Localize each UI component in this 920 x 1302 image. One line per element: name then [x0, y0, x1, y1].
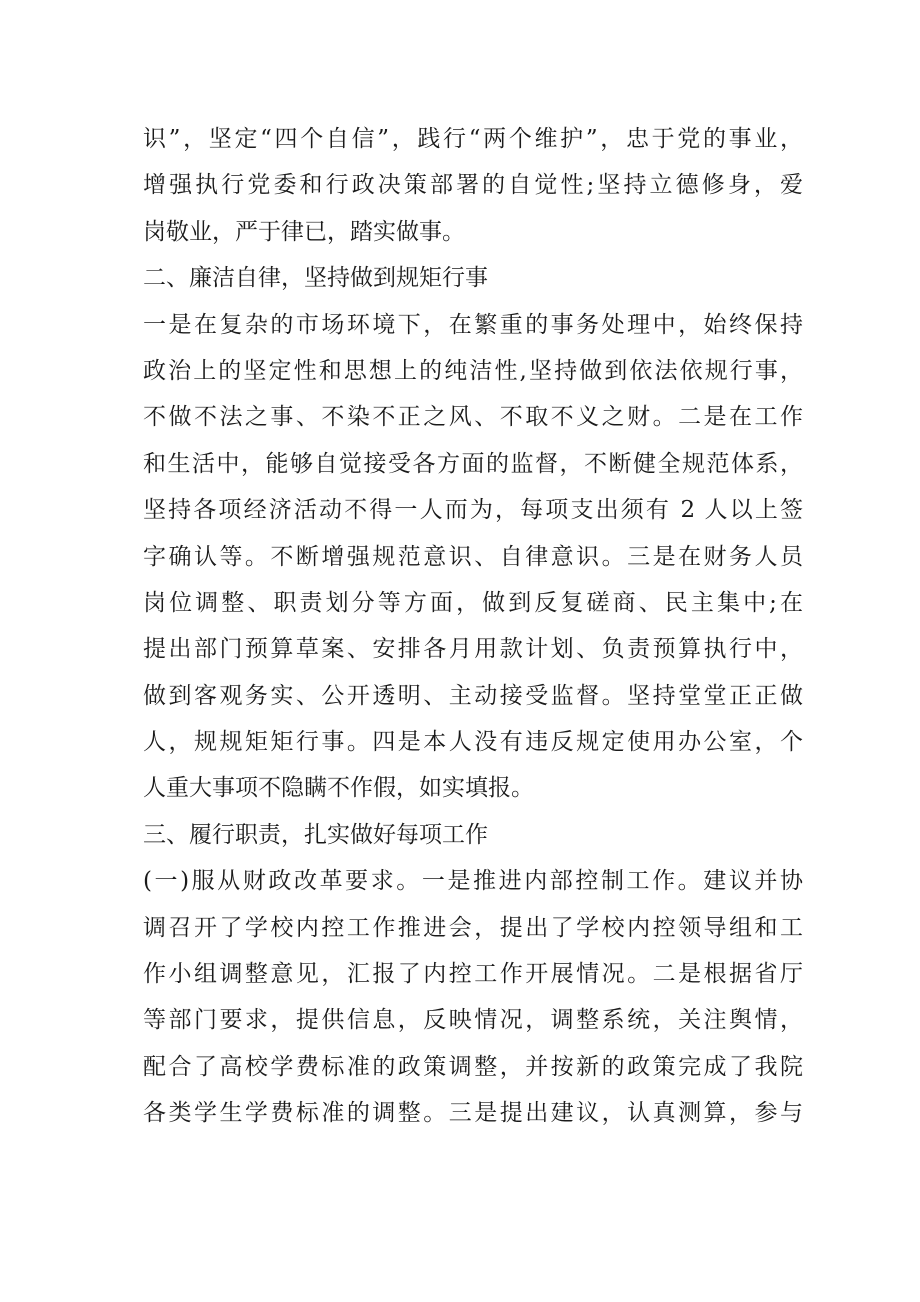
text-line: 作小组调整意见，汇报了内控工作开展情况。二是根据省厅: [143, 961, 803, 988]
text-line: 识”，坚定“四个自信”，践行“两个维护”，忠于党的事业，: [143, 126, 803, 152]
text-line: 人，规规矩矩行事。四是本人没有违反规定使用办公室，个: [143, 729, 803, 756]
text-line: 配合了高校学费标准的政策调整，并按新的政策完成了我院: [143, 1053, 803, 1080]
section-heading: 三、履行职责，扎实做好每项工作: [143, 821, 488, 848]
text-line: 增强执行党委和行政决策部署的自觉性;坚持立德修身，爱: [143, 172, 803, 199]
text-line: 一是在复杂的市场环境下，在繁重的事务处理中，始终保持: [143, 311, 803, 338]
text-line: 不做不法之事、不染不正之风、不取不义之财。二是在工作: [143, 404, 803, 431]
text-line: 字确认等。不断增强规范意识、自律意识。三是在财务人员: [143, 543, 803, 570]
text-line: 坚持各项经济活动不得一人而为，每项支出须有 2 人以上签: [143, 497, 803, 524]
document-body: [143, 116, 803, 1137]
text-line: 岗敬业，严于律已，踏实做事。: [143, 218, 465, 245]
text-line: 调召开了学校内控工作推进会，提出了学校内控领导组和工: [143, 914, 803, 941]
text-line: (一)服从财政改革要求。一是推进内部控制工作。建议并协: [143, 868, 803, 895]
text-line: 政治上的坚定性和思想上的纯洁性,坚持做到依法依规行事，: [143, 357, 803, 384]
text-line: 各类学生学费标准的调整。三是提出建议，认真测算，参与: [143, 1100, 803, 1127]
text-line: 等部门要求，提供信息，反映情况，调整系统，关注舆情，: [143, 1007, 803, 1034]
text-line: 做到客观务实、公开透明、主动接受监督。坚持堂堂正正做: [143, 682, 803, 709]
text-line: 提出部门预算草案、安排各月用款计划、负责预算执行中，: [143, 636, 803, 663]
text-line: 岗位调整、职责划分等方面，做到反复磋商、民主集中;在: [143, 589, 803, 616]
section-heading: 二、廉洁自律，坚持做到规矩行事: [143, 265, 488, 292]
text-line: 和生活中，能够自觉接受各方面的监督，不断健全规范体系，: [143, 450, 803, 477]
text-line: 人重大事项不隐瞒不作假，如实填报。: [143, 775, 534, 802]
